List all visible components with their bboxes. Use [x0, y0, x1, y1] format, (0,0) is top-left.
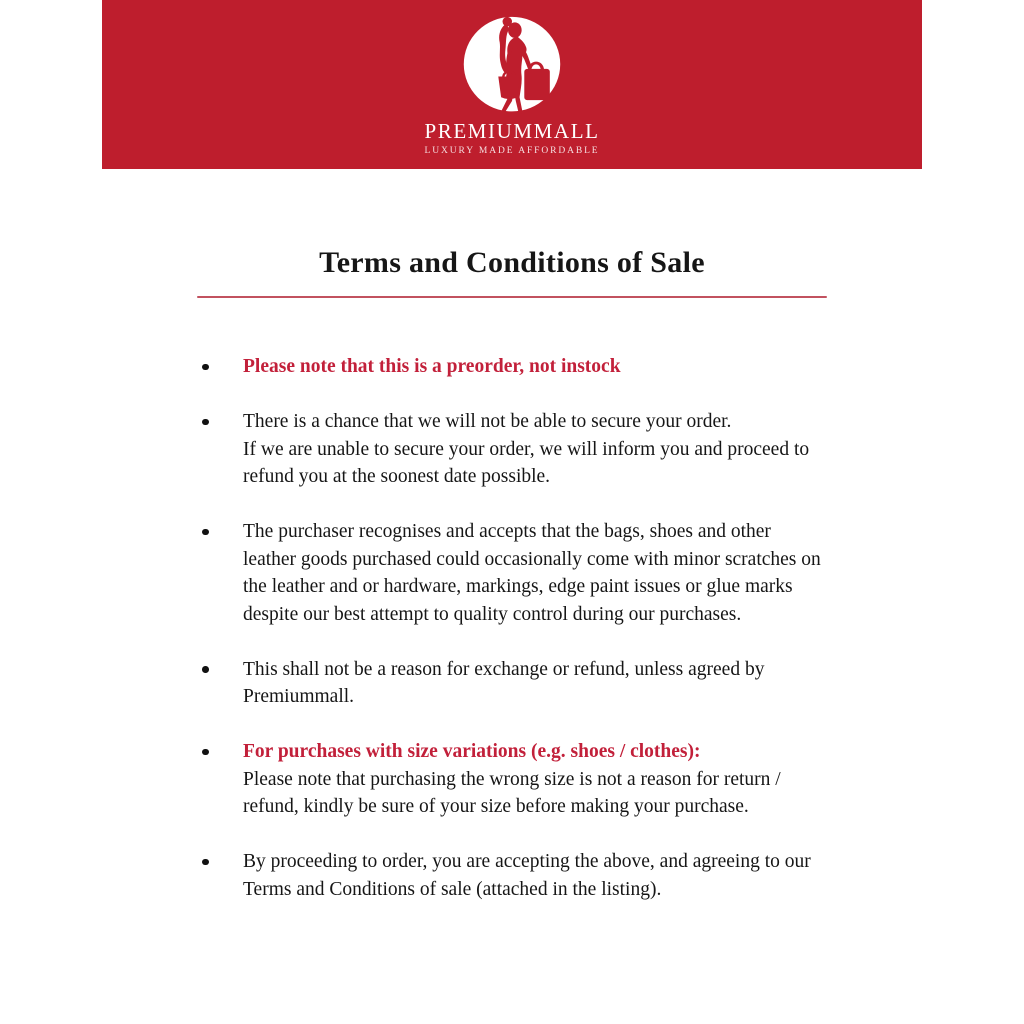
terms-list	[201, 353, 881, 931]
term-line: By proceeding to order, you are accepting the above, and agreeing to our	[243, 851, 811, 872]
bullet-icon	[202, 859, 209, 866]
bullet-icon	[202, 666, 209, 673]
term-item	[201, 656, 881, 711]
bullet-icon	[202, 364, 209, 371]
woman-with-shopping-bags-icon	[460, 14, 564, 120]
term-line: leather goods purchased could occasionally come with minor scratches on	[243, 548, 821, 570]
term-line: There is a chance that we will not be able to secure your order.	[243, 411, 732, 432]
term-item	[201, 518, 881, 628]
term-line: If we are unable to secure your order, we will inform you and proceed to	[243, 438, 810, 460]
brand-name: PREMIUMMALL	[424, 119, 600, 143]
bullet-icon	[202, 529, 209, 536]
term-line: the leather and or hardware, markings, edge paint issues or glue marks	[243, 576, 793, 597]
term-line: Please note that purchasing the wrong size is not a reason for return /	[243, 768, 781, 790]
term-highlight: For purchases with size variations (e.g. shoes / clothes):	[243, 741, 701, 762]
bullet-icon	[202, 419, 209, 426]
term-line: Terms and Conditions of sale (attached in the listing).	[243, 878, 662, 900]
term-line: refund you at the soonest date possible.	[243, 466, 551, 487]
term-item	[201, 408, 881, 491]
term-line: Premiummall.	[243, 686, 355, 707]
term-item	[201, 353, 881, 381]
term-highlight: Please note that this is a preorder, not instock	[243, 356, 621, 377]
term-line: The purchaser recognises and accepts that the bags, shoes and other	[243, 521, 771, 542]
title-rule	[197, 296, 827, 298]
term-line: This shall not be a reason for exchange or refund, unless agreed by	[243, 658, 765, 680]
header-banner	[102, 0, 922, 169]
bullet-icon	[202, 749, 209, 756]
term-item	[201, 738, 881, 821]
page-title: Terms and Conditions of Sale	[319, 246, 705, 279]
term-item	[201, 848, 881, 903]
term-line: despite our best attempt to quality control during our purchases.	[243, 603, 742, 625]
brand-tagline: LUXURY MADE AFFORDABLE	[424, 146, 600, 156]
term-line: refund, kindly be sure of your size before making your purchase.	[243, 796, 749, 817]
